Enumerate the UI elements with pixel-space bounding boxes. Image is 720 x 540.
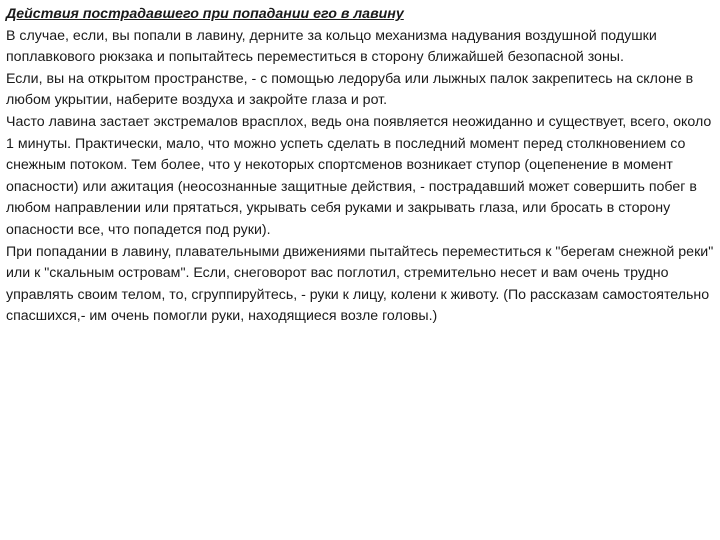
paragraph-open-space: Если, вы на открытом пространстве, - с помощью ледоруба или лыжных палок закрепитесь на склоне в любом укрытии, наберите воздуха и закройте глаза и рот. [6,70,694,109]
paragraph-swimming-movements: При попадании в лавину, плавательными движениями пытайтесь переместиться к "берегам снежной реки" или к "скальным островам". Если, снеговорот вас поглотил, стремительно несет и вам очень трудно управлять своим телом, то, сгруппируйтесь, - руки к лицу, колени к животу. (По рассказам самостоятельно спасшихся,- им очень помогли руки, находящиеся возле головы.) [6,243,714,325]
paragraph-surprise: Часто лавина застает экстремалов врасплох, ведь она появляется неожиданно и существует, всего, около 1 минуты. Практически, мало, что можно успеть сделать в последний момент перед столкновением со снежным потоком. Тем более, что у некоторых спортсменов возникает ступор (оцепенение в момент опасности) или ажитация (неосознанные защитные действия, - пострадавший может совершить побег в любом направлении или прятаться, укрывать себя руками и закрывать глаза, или бросать в сторону опасности все, что попадется под руки). [6,113,712,238]
paragraph-inflate-airbag: В случае, если, вы попали в лавину, дерните за кольцо механизма надувания воздушной подушки поплавкового рюкзака и попытайтесь переместиться в сторону ближайшей безопасной зоны. [6,27,657,66]
document-title: Действия пострадавшего при попадании его в лавину [6,6,404,22]
document-body [6,4,718,328]
